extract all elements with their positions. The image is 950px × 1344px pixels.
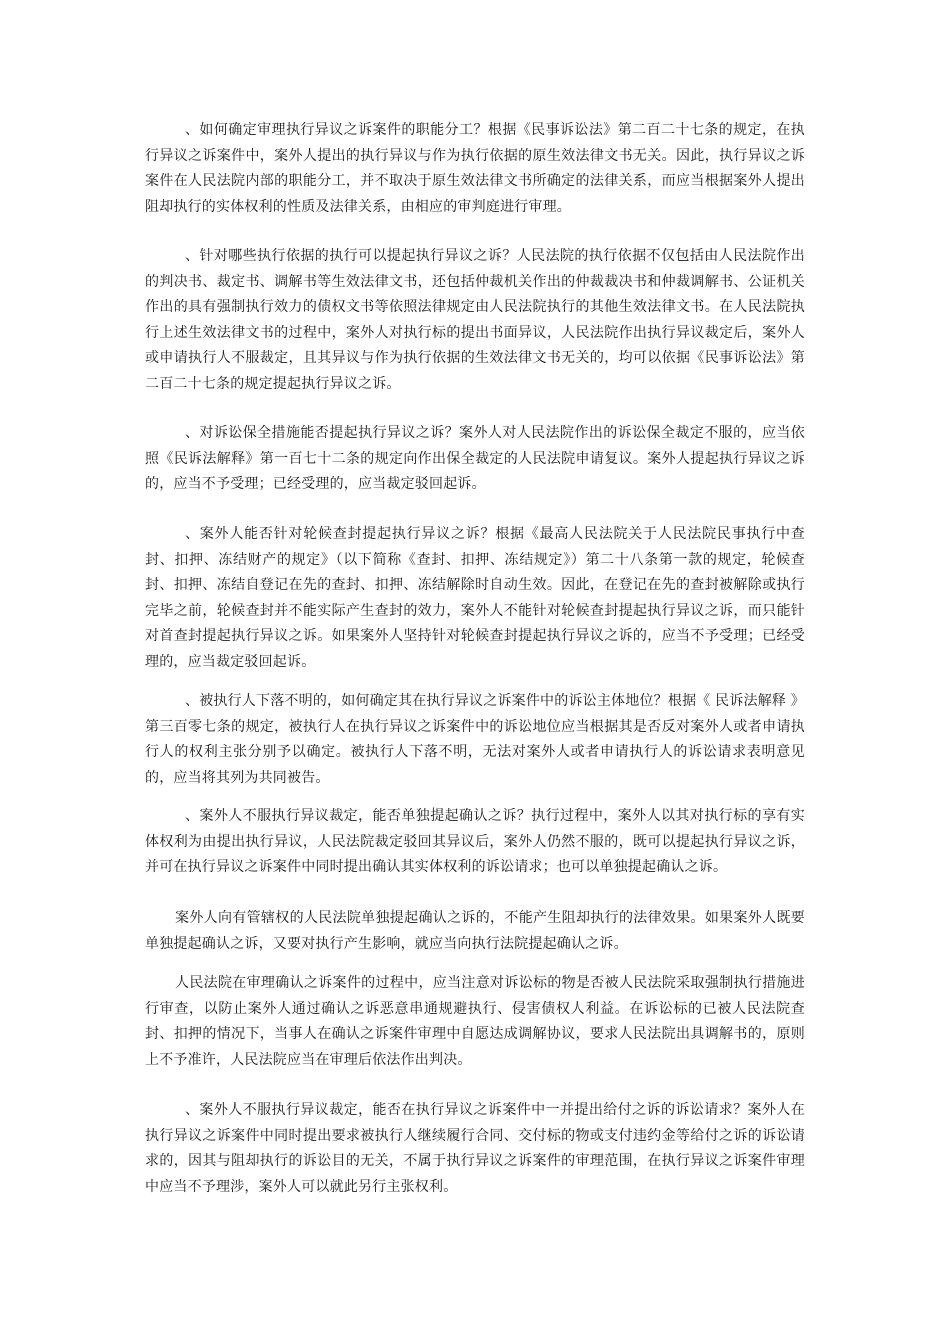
paragraph-payment-claim: 、案外人不服执行异议裁定，能否在执行异议之诉案件中一并提出给付之诉的诉讼请求？案外人在执行异议之诉案件中同时提出要求被执行人继续履行合同、交付标的物或支付违约金等给付之诉的诉讼请求的，因其与阻却执行的诉讼目的无关，不属于执行异议之诉案件的审理范围，在执行异议之诉案件审理中应当不予理涉，案外人可以就此另行主张权利。	[145, 1102, 805, 1195]
paragraph-confirmation-effect: 案外人向有管辖权的人民法院单独提起确认之诉的，不能产生阻却执行的法律效果。如果案外人既要单独提起确认之诉，又要对执行产生影响，就应当向执行法院提起确认之诉。	[145, 910, 805, 952]
paragraph-enforcement-basis: 、针对哪些执行依据的执行可以提起执行异议之诉？人民法院的执行依据不仅包括由人民法院作出的判决书、裁定书、调解书等生效法律文书，还包括仲裁机关作出的仲裁裁决书和仲裁调解书、公证机关作出的具有强制执行效力的债权文书等依照法律规定由人民法院执行的其他生效法律文书。在人民法院执行上述生效法律文书的过程中，案外人对执行标的提出书面异议，人民法院作出执行异议裁定后，案外人或申请执行人不服裁定，且其异议与作为执行依据的生效法律文书无关的，均可以依据《民事诉讼法》第二百二十七条的规定提起执行异议之诉。	[145, 248, 805, 392]
paragraph-preservation-measures: 、对诉讼保全措施能否提起执行异议之诉？案外人对人民法院作出的诉讼保全裁定不服的，应当依照《民诉法解释》第一百七十二条的规定向作出保全裁定的人民法院申请复议。案外人提起执行异议之诉的，应当不予受理；已经受理的，应当裁定驳回起诉。	[145, 425, 805, 493]
paragraph-missing-judgment-debtor: 、被执行人下落不明的，如何确定其在执行异议之诉案件中的诉讼主体地位？根据《 民诉法解释 》第三百零七条的规定，被执行人在执行异议之诉案件中的诉讼地位应当根据其是否反对案外人或者申请执行人的权利主张分别予以确定。被执行人下落不明，无法对案外人或者申请执行人的诉讼请求表明意见的，应当将其列为共同被告。	[145, 693, 805, 786]
paragraph-division-of-functions: 、如何确定审理执行异议之诉案件的职能分工？根据《民事诉讼法》第二百二十七条的规定，在执行异议之诉案件中，案外人提出的执行异议与作为执行依据的原生效法律文书无关。因此，执行异议之诉案件在人民法院内部的职能分工，并不取决于原生效法律文书所确定的法律关系，而应当根据案外人提出阻却执行的实体权利的性质及法律关系，由相应的审判庭进行审理。	[145, 122, 805, 215]
paragraph-rotating-seizure: 、案外人能否针对轮候查封提起执行异议之诉？根据《最高人民法院关于人民法院民事执行中查封、扣押、冻结财产的规定》（以下简称《查封、扣押、冻结规定》）第二十八条第一款的规定，轮候查封、扣押、冻结自登记在先的查封、扣押、冻结解除时自动生效。因此，在登记在先的查封被解除或执行完毕之前，轮候查封并不能实际产生查封的效力，案外人不能针对轮候查封提起执行异议之诉，而只能针对首查封提起执行异议之诉。如果案外人坚持针对轮候查封提起执行异议之诉的，应当不予受理；已经受理的，应当裁定驳回起诉。	[145, 526, 805, 670]
paragraph-confirmation-review: 人民法院在审理确认之诉案件的过程中，应当注意对诉讼标的物是否被人民法院采取强制执行措施进行审查，以防止案外人通过确认之诉恶意串通规避执行、侵害债权人利益。在诉讼标的已被人民法院查封、扣押的情况下，当事人在确认之诉案件审理中自愿达成调解协议，要求人民法院出具调解书的，原则上不予准许，人民法院应当在审理后依法作出判决。	[145, 975, 805, 1068]
paragraph-confirmation-suit: 、案外人不服执行异议裁定，能否单独提起确认之诉？执行过程中，案外人以其对执行标的享有实体权利为由提出执行异议，人民法院裁定驳回其异议后，案外人仍然不服的，既可以提起执行异议之诉，并可在执行异议之诉案件中同时提出确认其实体权利的诉讼请求；也可以单独提起确认之诉。	[145, 808, 805, 876]
